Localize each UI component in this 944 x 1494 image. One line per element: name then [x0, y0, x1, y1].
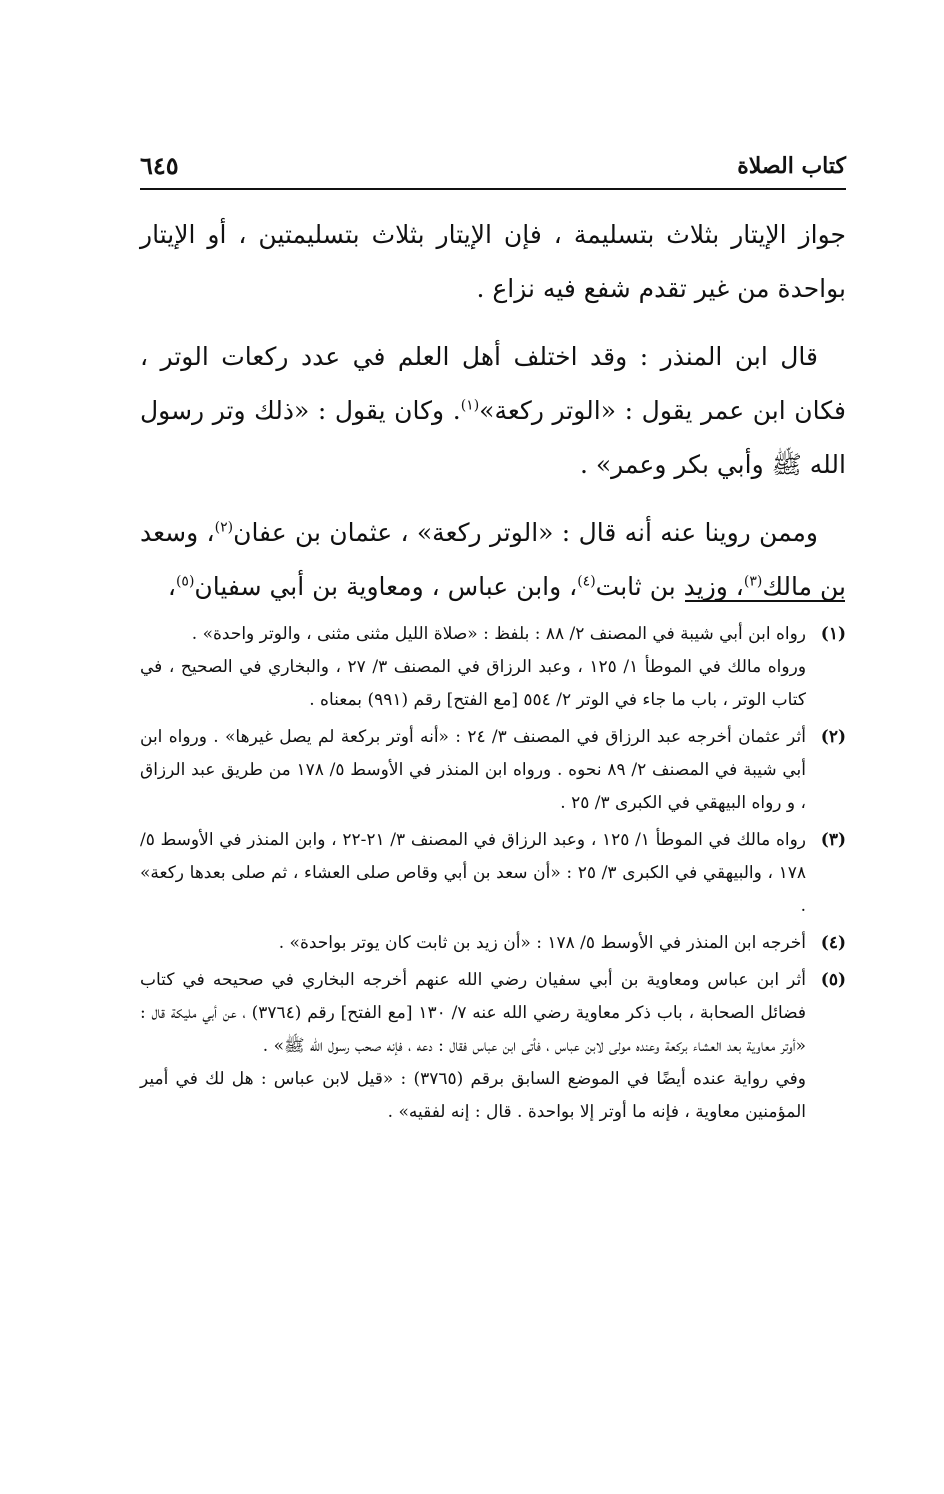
footnote-line: وفي رواية عنده أيضًا في الموضع السابق برقم (٣٧٦٥) : «قيل لابن عباس : هل لك في أمير المؤمنين معاوية ، فإنه ما أوتر إلا بواحدة . قال : إنه لفقيه» . — [140, 1069, 806, 1122]
footnote-ref-2[interactable]: (٢) — [214, 519, 234, 536]
paragraph-1 — [140, 208, 846, 316]
footnote-line: أخرجه ابن المنذر في الأوسط ٥/ ١٧٨ : «أن زيد بن ثابت كان يوتر بواحدة» . — [278, 933, 806, 953]
footnote-number: (٢) — [820, 727, 846, 747]
footnote-number: (٥) — [820, 970, 846, 990]
footnote-2 — [140, 721, 846, 820]
paragraph-2-text-b: . وكان يقول : «ذلك وتر رسول الله ﷺ وأبي بكر وعمر» . — [140, 396, 846, 479]
paragraph-3-text-e: ، — [167, 572, 176, 601]
paragraph-1-text: جواز الإيتار بثلاث بتسليمة ، فإن الإيتار بثلاث بتسليمتين ، أو الإيتار بواحدة من غير تقدم شفع فيه نزاع . — [140, 220, 846, 303]
footnote-ref-1[interactable]: (١) — [460, 397, 480, 414]
footnote-line: أثر عثمان أخرجه عبد الرزاق في المصنف ٣/ ٢٤ : «أنه أوتر بركعة لم يصل غيرها» . ورواه ابن أبي شيبة في المصنف ٢/ ٨٩ نحوه . ورواه ابن المنذر في الأوسط ٥/ ١٧٨ من طريق عبد الرزاق ، و رواه البيهقي في الكبرى ٣/ ٢٥ . — [140, 727, 806, 813]
main-text — [140, 208, 846, 628]
footnote-number: (٣) — [820, 830, 846, 850]
footnotes — [140, 618, 846, 1133]
running-title: كتاب الصلاة — [737, 153, 846, 179]
page-number: ٦٤٥ — [140, 151, 179, 180]
paragraph-3-text-c: ، وزيد بن ثابت — [595, 572, 744, 601]
footnote-1 — [140, 618, 846, 717]
paragraph-3-text-d: ، وابن عباس ، ومعاوية بن أبي سفيان — [194, 572, 578, 601]
paragraph-2 — [140, 330, 846, 492]
footnote-ref-3[interactable]: (٣) — [743, 573, 763, 590]
page-header — [140, 148, 846, 190]
footnote-line: رواه مالك في الموطأ ١/ ١٢٥ ، وعبد الرزاق في المصنف ٣/ ٢١-٢٢ ، وابن المنذر في الأوسط ٥/ ١٧٨ ، والبيهقي في الكبرى ٣/ ٢٥ : «أن سعد بن أبي وقاص صلى العشاء ، ثم صلى بعدها ركعة» . — [140, 830, 807, 916]
footnote-divider — [685, 600, 845, 602]
footnote-number: (١) — [820, 624, 846, 644]
footnote-4 — [140, 927, 846, 960]
paragraph-2-text-a: قال ابن المنذر : وقد اختلف أهل العلم في عدد ركعات الوتر ، فكان ابن عمر يقول : «الوتر ركعة» — [140, 342, 846, 425]
paragraph-3-text-b: ، وسعد بن مالك — [140, 518, 846, 601]
footnote-line: رواه ابن أبي شيبة في المصنف ٢/ ٨٨ : بلفظ : «صلاة الليل مثنى مثنى ، والوتر واحدة» . — [191, 624, 806, 644]
footnote-ref-5[interactable]: (٥) — [175, 573, 195, 590]
footnote-number: (٤) — [820, 933, 846, 953]
footnote-line: ورواه مالك في الموطأ ١/ ١٢٥ ، وعبد الرزاق في المصنف ٣/ ٢٧ ، والبخاري في الصحيح ، في كتاب الوتر ، باب ما جاء في الوتر ٢/ ٥٥٤ [مع الفتح] رقم (٩٩١) بمعناه . — [140, 657, 807, 710]
footnote-3 — [140, 824, 846, 923]
footnote-5 — [140, 964, 846, 1129]
footnote-line: أثر ابن عباس ومعاوية بن أبي سفيان رضي الله عنهم أخرجه البخاري في صحيحه في كتاب فضائل الصحابة ، باب ذكر معاوية رضي الله عنه ٧/ ١٣٠ [مع الفتح] رقم (٣٧٦٤) ، عن أبي مليكة قال : «أوتر معاوية بعد العشاء بركعة وعنده مولى لابن عباس ، فأتى ابن عباس فقال : دعه ، فإنه صحب رسول الله ﷺ» . — [140, 970, 806, 1056]
footnote-ref-4[interactable]: (٤) — [577, 573, 596, 590]
paragraph-3-text-a: وممن روينا عنه أنه قال : «الوتر ركعة» ، عثمان بن عفان — [233, 518, 819, 547]
paragraph-3 — [140, 506, 846, 614]
